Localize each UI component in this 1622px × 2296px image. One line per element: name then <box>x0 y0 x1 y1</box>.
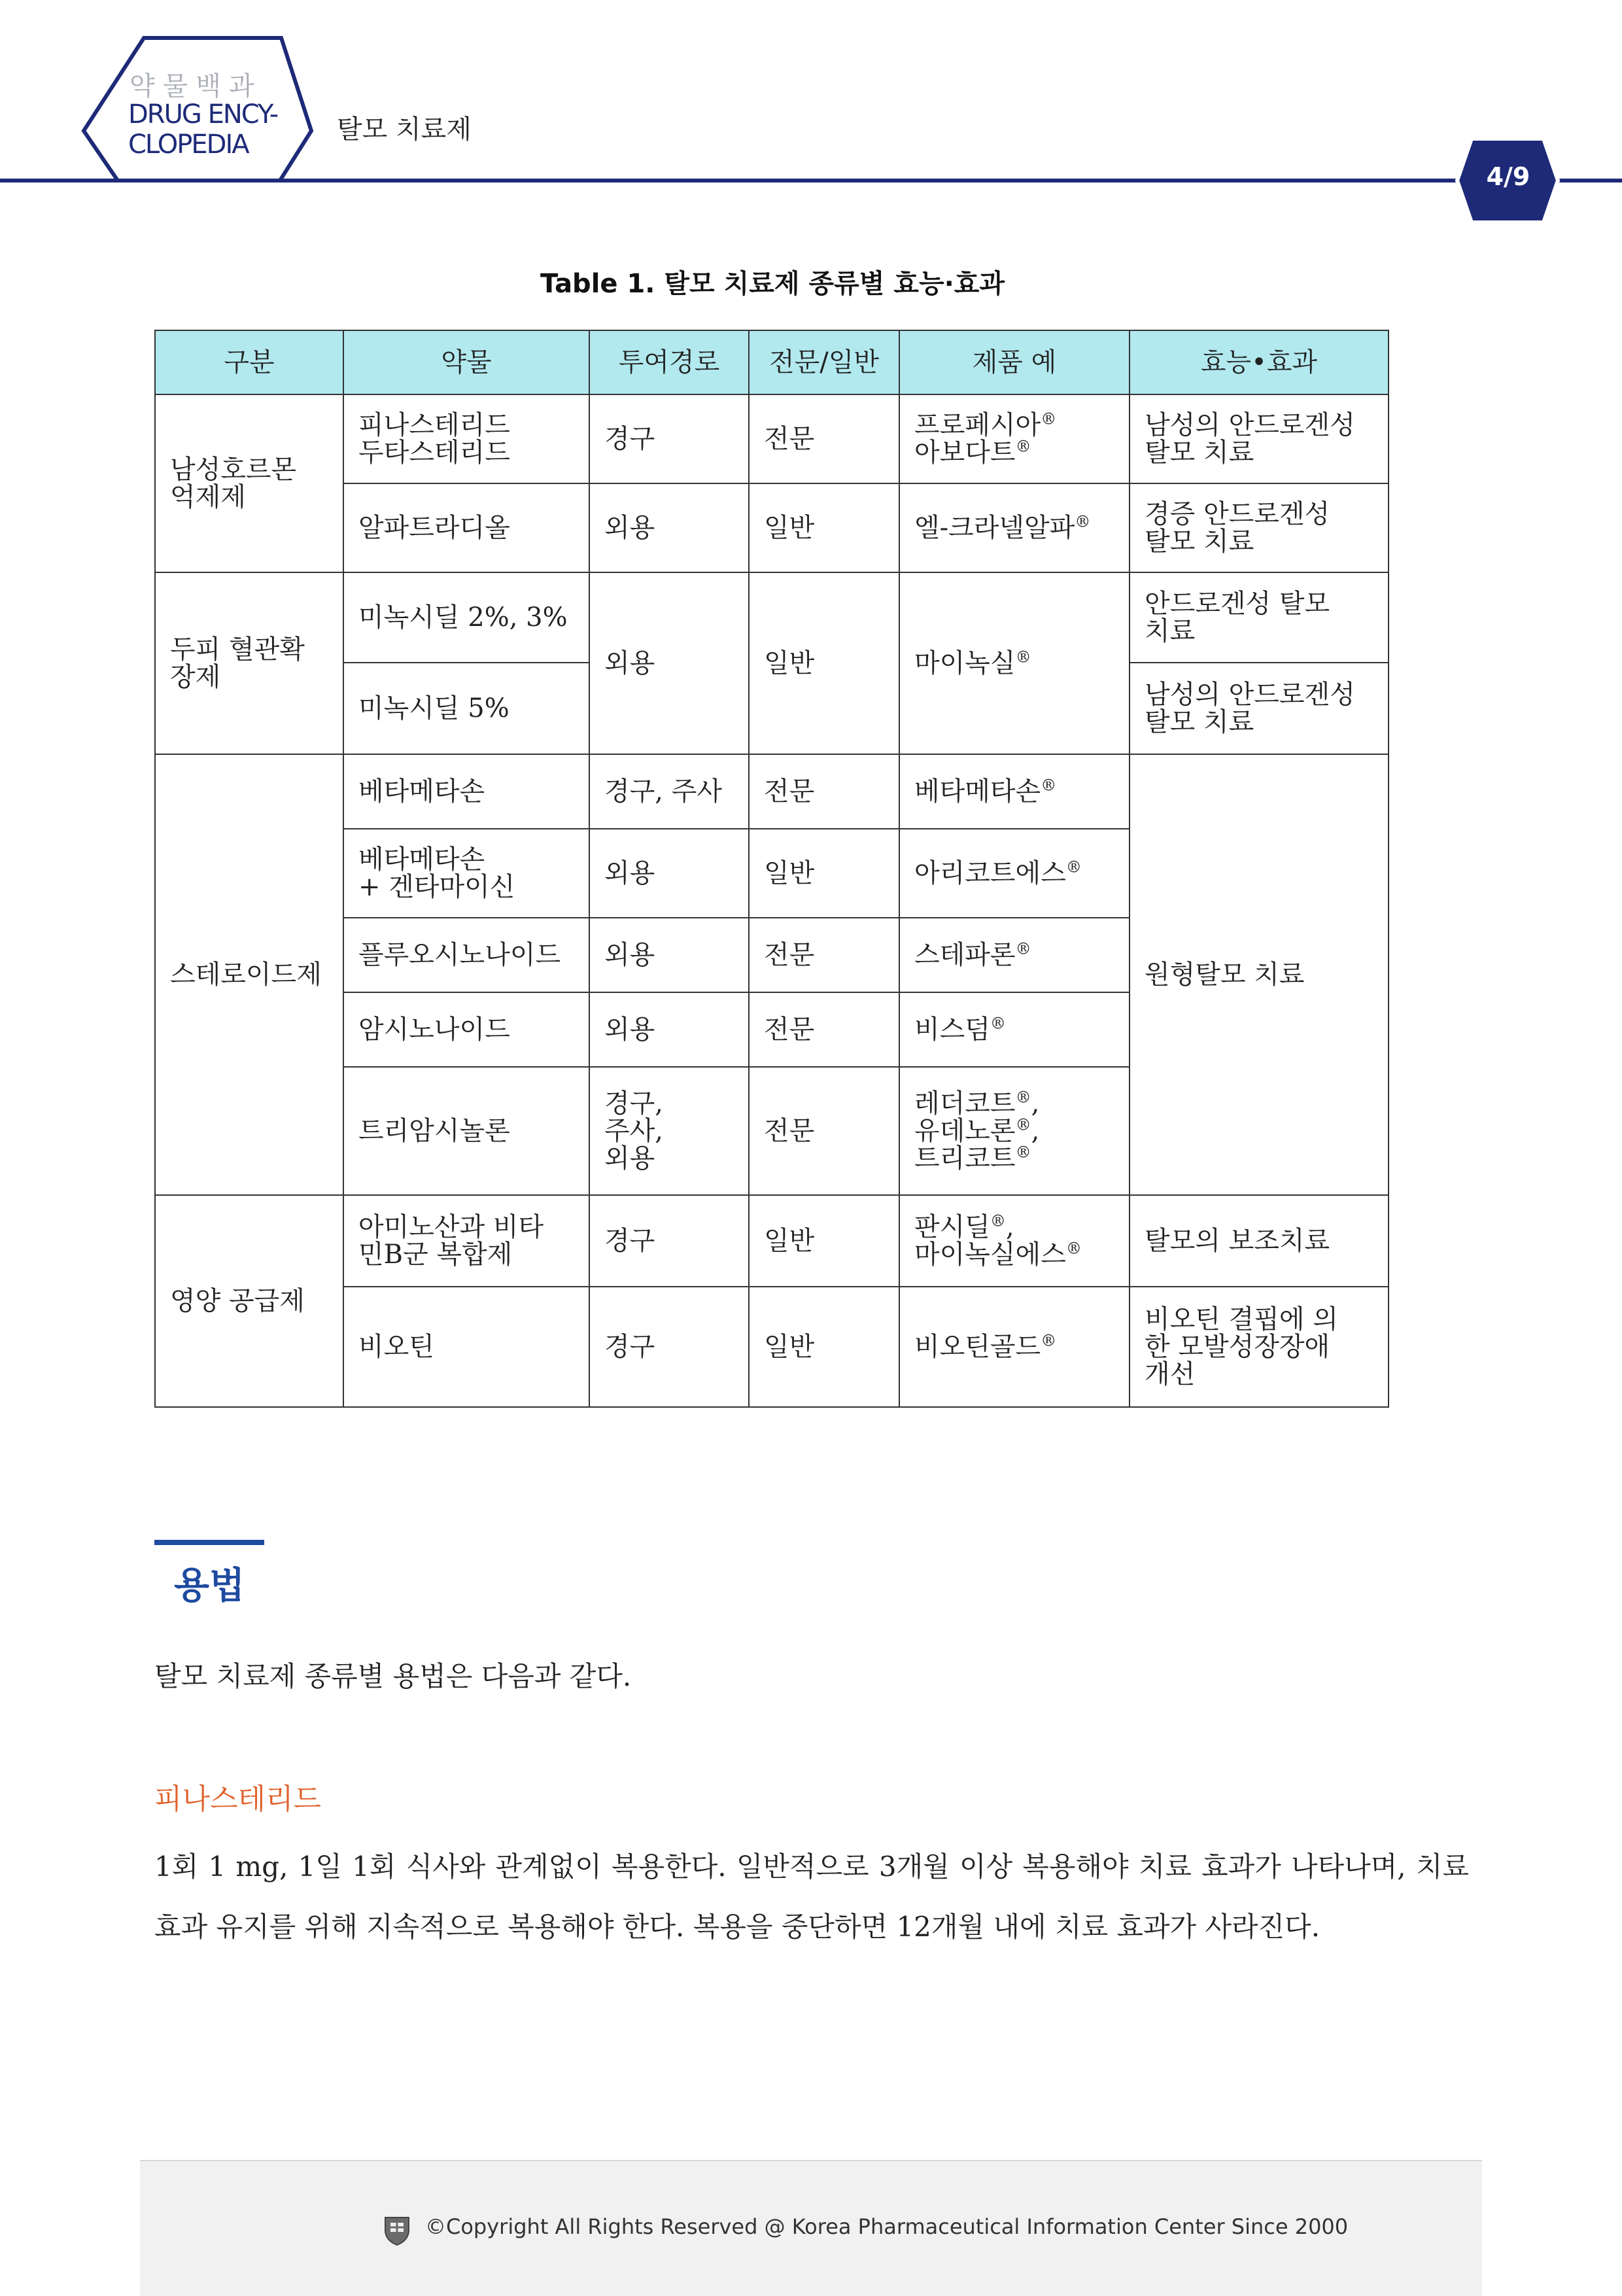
col-header: 약물 <box>343 330 589 394</box>
drug-cell: 베타메타손 + 겐타마이신 <box>343 829 589 918</box>
col-header: 구분 <box>155 330 343 394</box>
drug-cell: 트리암시놀론 <box>343 1067 589 1195</box>
section-accent-bar <box>154 1540 264 1545</box>
type-cell: 전문 <box>749 754 899 829</box>
route-cell: 외용 <box>589 918 749 992</box>
product-cell: 스테파론® <box>899 918 1130 992</box>
table-row <box>155 754 1389 829</box>
route-cell: 외용 <box>589 992 749 1067</box>
effect-cell: 남성의 안드로겐성 탈모 치료 <box>1130 663 1389 754</box>
table-header-row <box>155 330 1389 394</box>
section-title: 용법 <box>174 1565 245 1607</box>
product-cell: 마이녹실® <box>899 572 1130 754</box>
drug-cell: 미녹시딜 5% <box>343 663 589 754</box>
drug-cell: 미녹시딜 2%, 3% <box>343 572 589 663</box>
subsection-title: 피나스테리드 <box>154 1783 322 1816</box>
type-cell: 전문 <box>749 394 899 483</box>
drug-cell: 피나스테리드 두타스테리드 <box>343 394 589 483</box>
type-cell: 일반 <box>749 1287 899 1407</box>
product-cell: 프로페시아® 아보다트® <box>899 394 1130 483</box>
col-header: 투여경로 <box>589 330 749 394</box>
group-cell: 두피 혈관확 장제 <box>155 572 343 754</box>
copyright-text: ©Copyright All Rights Reserved @ Korea Pharmaceutical Information Center Since 2000 <box>425 2214 1349 2239</box>
route-cell: 경구, 주사 <box>589 754 749 829</box>
type-cell: 전문 <box>749 992 899 1067</box>
type-cell: 일반 <box>749 829 899 918</box>
effect-cell: 경증 안드로겐성 탈모 치료 <box>1130 483 1389 572</box>
product-cell: 엘-크라넬알파® <box>899 483 1130 572</box>
product-cell: 비오틴골드® <box>899 1287 1130 1407</box>
route-cell: 외용 <box>589 483 749 572</box>
drug-cell: 비오틴 <box>343 1287 589 1407</box>
drug-cell: 알파트라디올 <box>343 483 589 572</box>
type-cell: 일반 <box>749 572 899 754</box>
route-cell: 외용 <box>589 572 749 754</box>
section-intro: 탈모 치료제 종류별 용법은 다음과 같다. <box>154 1660 632 1692</box>
effect-cell: 원형탈모 치료 <box>1130 754 1389 1195</box>
product-cell: 판시딜®, 마이녹실에스® <box>899 1195 1130 1287</box>
group-cell: 영양 공급제 <box>155 1195 343 1407</box>
page-number: 4/9 <box>1486 162 1530 191</box>
effect-cell: 남성의 안드로겐성 탈모 치료 <box>1130 394 1389 483</box>
route-cell: 경구 <box>589 394 749 483</box>
route-cell: 경구 <box>589 1287 749 1407</box>
route-cell: 경구, 주사, 외용 <box>589 1067 749 1195</box>
group-cell: 남성호르몬 억제제 <box>155 394 343 572</box>
efficacy-table <box>154 330 1389 1408</box>
shield-icon <box>383 2214 411 2246</box>
table-row <box>155 394 1389 483</box>
route-cell: 경구 <box>589 1195 749 1287</box>
effect-cell: 비오틴 결핍에 의 한 모발성장장애 개선 <box>1130 1287 1389 1407</box>
table-row <box>155 572 1389 663</box>
drug-cell: 암시노나이드 <box>343 992 589 1067</box>
effect-cell: 탈모의 보조치료 <box>1130 1195 1389 1287</box>
col-header: 전문/일반 <box>749 330 899 394</box>
type-cell: 전문 <box>749 1067 899 1195</box>
dosage-paragraph: 1회 1 mg, 1일 1회 식사와 관계없이 복용한다. 일반적으로 3개월 이상 복용해야 치료 효과가 나타나며, 치료 효과 유지를 위해 지속적으로 복용해야 한다. 복용을 중단하면 12개월 내에 치료 효과가 사라진다. <box>154 1851 1469 1943</box>
product-cell: 베타메타손® <box>899 754 1130 829</box>
type-cell: 일반 <box>749 1195 899 1287</box>
route-cell: 외용 <box>589 829 749 918</box>
drug-cell: 베타메타손 <box>343 754 589 829</box>
type-cell: 전문 <box>749 918 899 992</box>
col-header: 제품 예 <box>899 330 1130 394</box>
header-title: 탈모 치료제 <box>337 114 472 145</box>
effect-cell: 안드로겐성 탈모 치료 <box>1130 572 1389 663</box>
col-header: 효능•효과 <box>1130 330 1389 394</box>
type-cell: 일반 <box>749 483 899 572</box>
drug-cell: 아미노산과 비타 민B군 복합제 <box>343 1195 589 1287</box>
logo-english: DRUG ENCY- CLOPEDIA <box>128 99 278 160</box>
product-cell: 아리코트에스® <box>899 829 1130 918</box>
table-caption: Table 1. 탈모 치료제 종류별 효능·효과 <box>540 269 1005 299</box>
product-cell: 레더코트®, 유데노론®, 트리코트® <box>899 1067 1130 1195</box>
group-cell: 스테로이드제 <box>155 754 343 1195</box>
product-cell: 비스덤® <box>899 992 1130 1067</box>
drug-cell: 플루오시노나이드 <box>343 918 589 992</box>
logo-korean: 약물백과 <box>129 71 262 101</box>
table-row <box>155 1195 1389 1287</box>
